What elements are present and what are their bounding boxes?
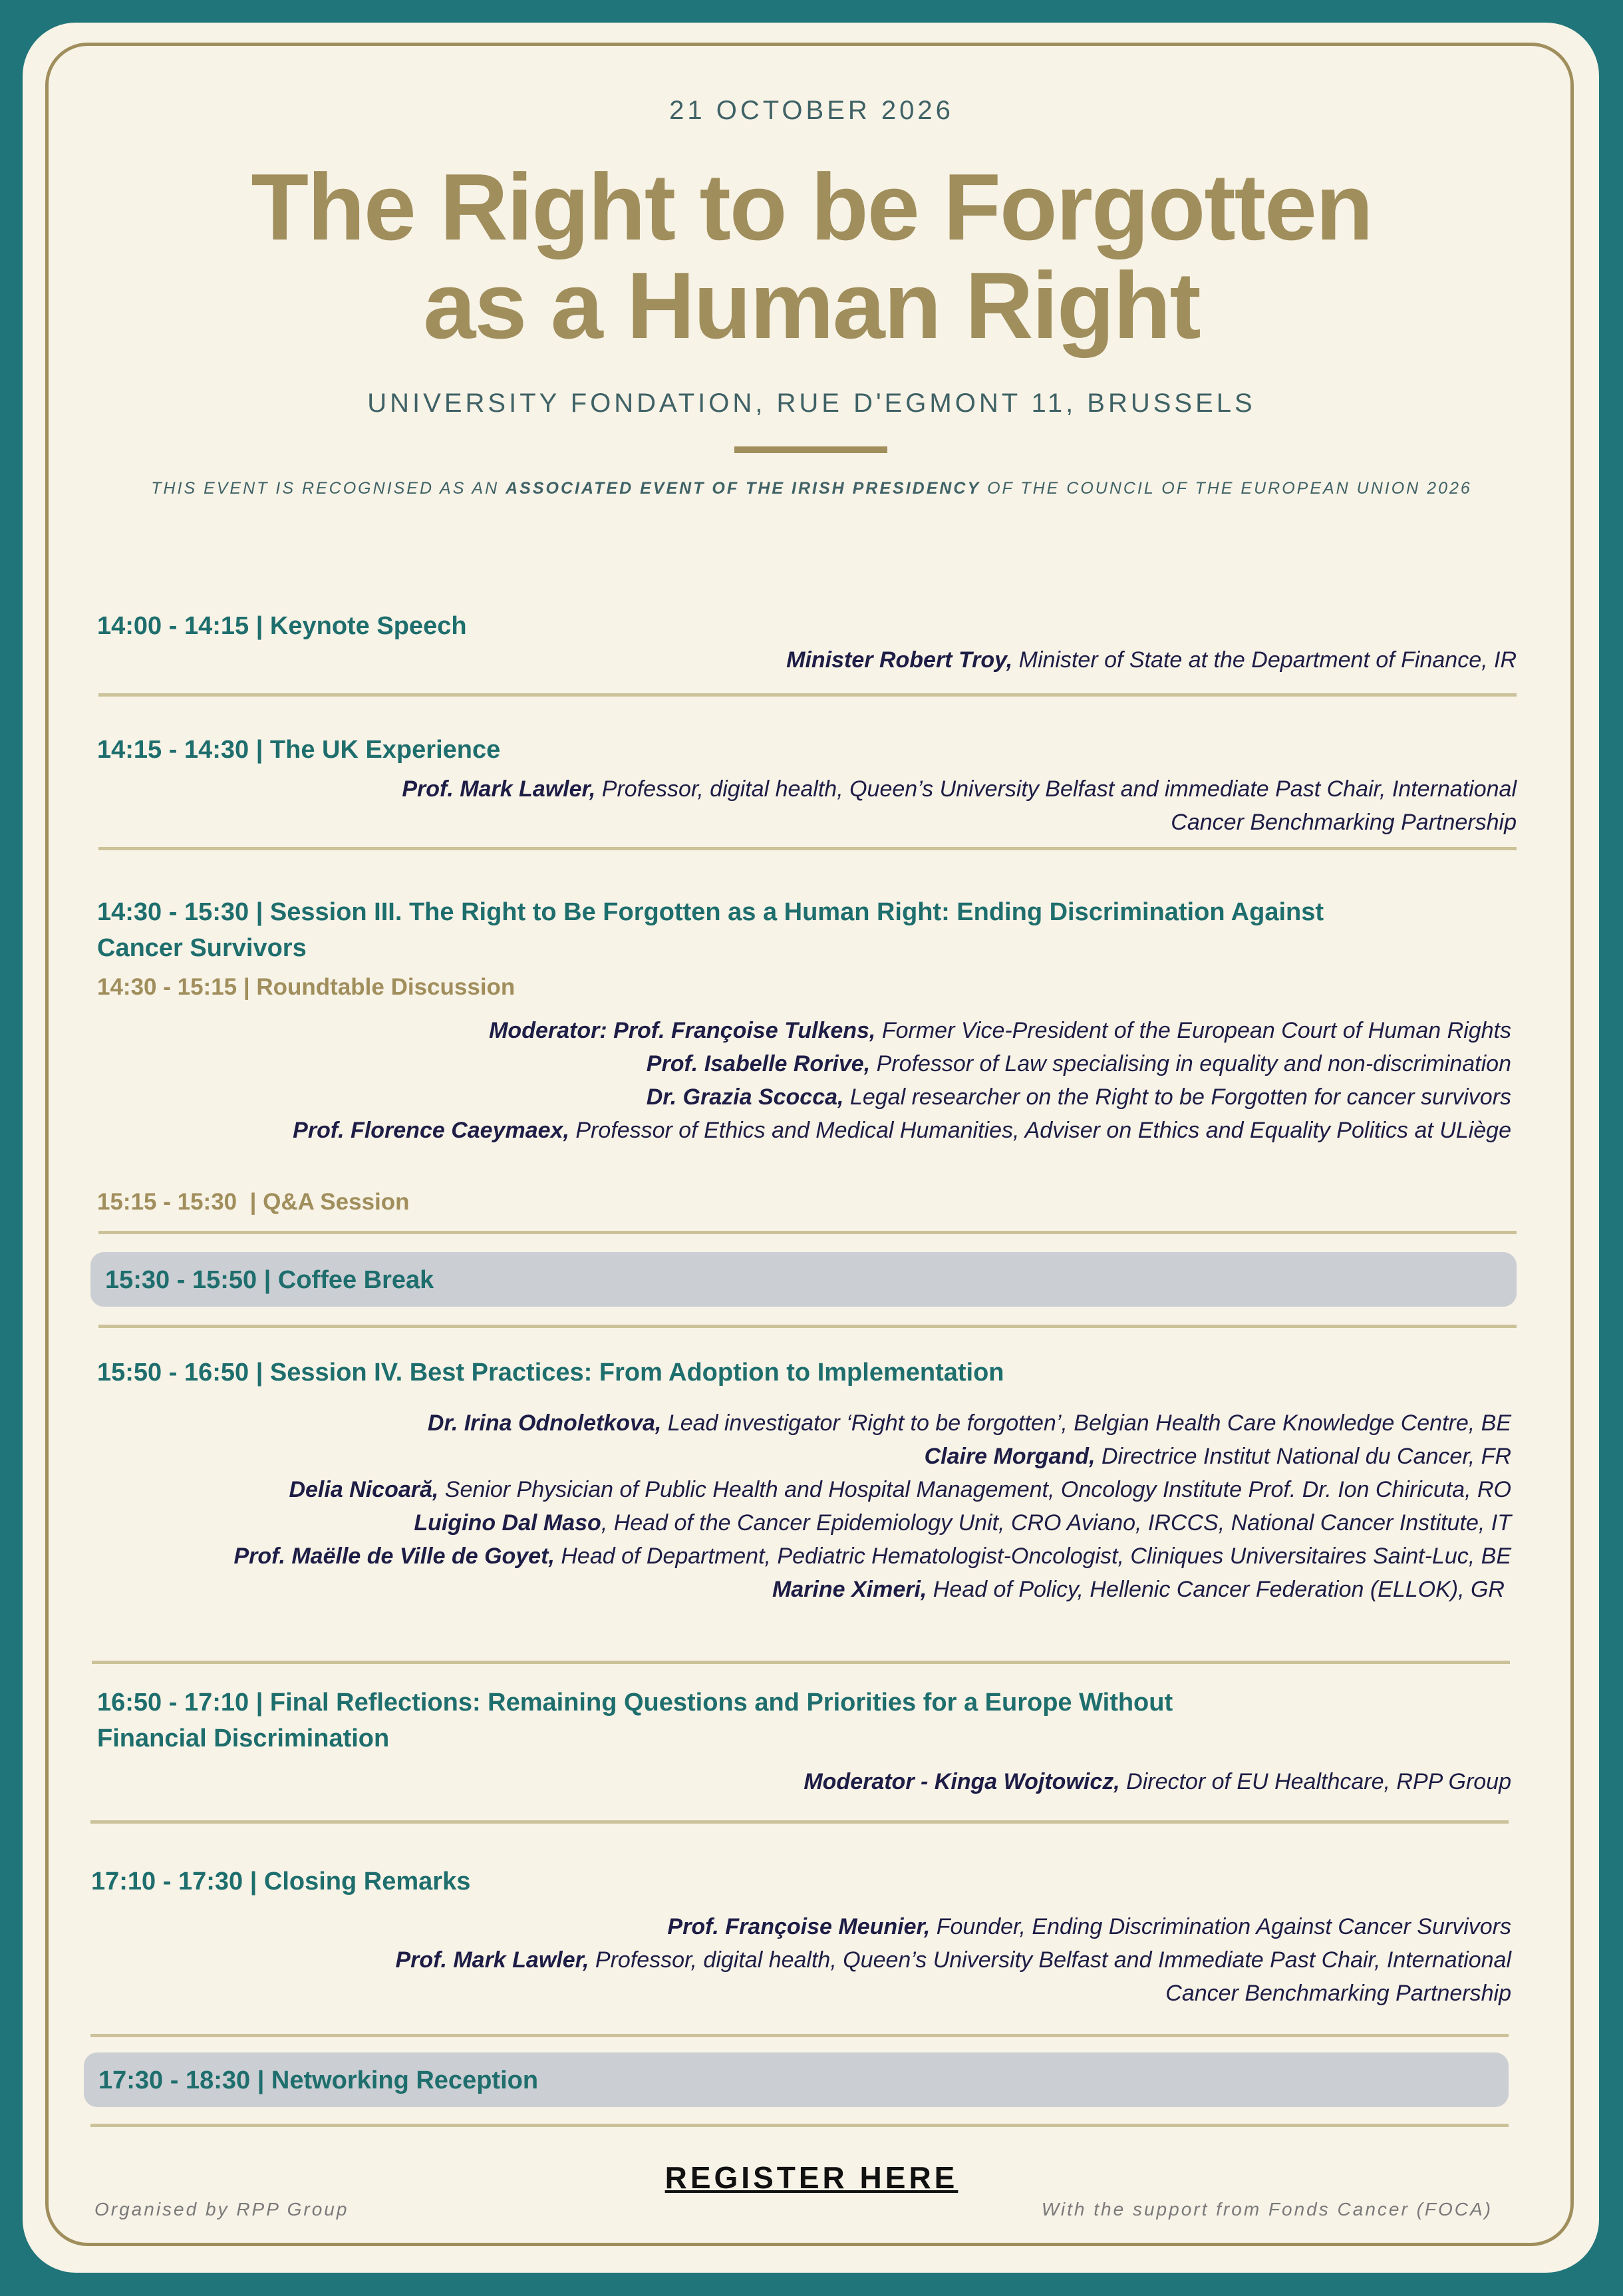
speaker-line [97, 1080, 1511, 1114]
speaker-role: Professor of Ethics and Medical Humanities, Adviser on Ethics and Equality Politics at ULiège [569, 1118, 1511, 1143]
event-venue: UNIVERSITY FONDATION, RUE D'EGMONT 11, BRUSSELS [367, 389, 1256, 418]
speaker-line [97, 1506, 1511, 1540]
speaker-name: Claire Morgand, [924, 1444, 1096, 1469]
speaker-role: Head of Department, Pediatric Hematologist-Oncologist, Cliniques Universitaires Saint-Luc, BE [554, 1544, 1511, 1569]
presidency-note-bold: ASSOCIATED EVENT OF THE IRISH PRESIDENCY [506, 479, 981, 498]
event-title [0, 154, 1623, 359]
speaker-name: Luigino Dal Maso [414, 1510, 601, 1536]
final-title-line-1: 16:50 - 17:10 | Final Reflections: Remaining Questions and Priorities for a Europe Without [97, 1689, 1173, 1717]
section-divider [98, 1325, 1517, 1328]
section-divider [98, 693, 1517, 697]
title-line-1: The Right to be Forgotten [251, 154, 1372, 260]
session3-slot [97, 894, 1324, 966]
speaker-role-cont: Cancer Benchmarking Partnership [1171, 810, 1517, 835]
speaker-role: Founder, Ending Discrimination Against Cancer Survivors [930, 1914, 1511, 1939]
speaker-role: Former Vice-President of the European Court of Human Rights [875, 1018, 1511, 1043]
speaker-role: Head of Policy, Hellenic Cancer Federation (ELLOK), GR [927, 1577, 1505, 1602]
speaker-name: Moderator: Prof. Françoise Tulkens, [489, 1018, 876, 1043]
speaker-role: Professor, digital health, Queen’s University Belfast and immediate Past Chair, International [595, 776, 1517, 802]
register-link[interactable]: REGISTER HERE [664, 2160, 959, 2195]
speaker-line [97, 1014, 1511, 1047]
closing-speakers [97, 1910, 1511, 2010]
section-divider [98, 1231, 1517, 1234]
speaker-line [97, 1473, 1511, 1506]
uk-speaker [97, 772, 1517, 839]
speaker-name: Moderator - Kinga Wojtowicz, [804, 1769, 1120, 1794]
speaker-name: Prof. Florence Caeymaex, [293, 1118, 569, 1143]
speaker-name: Prof. Françoise Meunier, [667, 1914, 931, 1939]
speaker-name: Minister Robert Troy, [786, 647, 1013, 673]
speaker-role: , Head of the Cancer Epidemiology Unit, CRO Aviano, IRCCS, National Cancer Institute, IT [601, 1510, 1511, 1536]
event-date: 21 OCTOBER 2026 [669, 96, 954, 125]
speaker-role: Senior Physician of Public Health and Hospital Management, Oncology Institute Prof. Dr. Ion Chiricuta, RO [438, 1477, 1511, 1502]
support-note: With the support from Fonds Cancer (FOCA) [1041, 2199, 1493, 2219]
section-divider [90, 2034, 1509, 2037]
uk-slot: 14:15 - 14:30 | The UK Experience [97, 736, 501, 764]
presidency-note-pre: THIS EVENT IS RECOGNISED AS AN [151, 479, 506, 498]
section-divider [90, 2124, 1509, 2127]
speaker-role: Lead investigator ‘Right to be forgotten’, Belgian Health Care Knowledge Centre, BE [661, 1410, 1511, 1436]
speaker-role: Minister of State at the Department of Finance, IR [1012, 647, 1517, 673]
qa-subslot: 15:15 - 15:30 | Q&A Session [97, 1189, 410, 1215]
section-divider [90, 1820, 1509, 1824]
session3-title-line-2: Cancer Survivors [97, 934, 307, 962]
speaker-role: Directrice Institut National du Cancer, FR [1095, 1444, 1511, 1469]
organiser-note: Organised by RPP Group [94, 2199, 349, 2219]
speaker-name: Prof. Isabelle Rorive, [646, 1051, 871, 1076]
speaker-line [97, 1440, 1511, 1473]
speaker-role: Professor of Law specialising in equality and non-discrimination [870, 1051, 1511, 1076]
speaker-name: Marine Ximeri, [772, 1577, 927, 1602]
presidency-note [0, 479, 1623, 498]
section-divider [92, 1661, 1510, 1664]
speaker-name: Prof. Mark Lawler, [402, 776, 596, 802]
keynote-slot: 14:00 - 14:15 | Keynote Speech [97, 612, 467, 640]
final-moderator [97, 1765, 1511, 1798]
speaker-name: Delia Nicoară, [289, 1477, 439, 1502]
closing-slot: 17:10 - 17:30 | Closing Remarks [91, 1868, 471, 1895]
speaker-line [97, 1573, 1511, 1606]
speaker-name: Dr. Irina Odnoletkova, [427, 1410, 662, 1436]
session3-title-line-1: 14:30 - 15:30 | Session III. The Right to Be Forgotten as a Human Right: Ending Discrimination Against [97, 898, 1324, 926]
speaker-role: Legal researcher on the Right to be Forgotten for cancer survivors [843, 1084, 1511, 1110]
speaker-line [97, 1910, 1511, 1943]
reception-slot: 17:30 - 18:30 | Networking Reception [98, 2066, 539, 2094]
presidency-note-post: OF THE COUNCIL OF THE EUROPEAN UNION 2026 [980, 479, 1472, 498]
speaker-name: Dr. Grazia Scocca, [646, 1084, 844, 1110]
keynote-speaker [97, 643, 1517, 677]
speaker-line [97, 1943, 1511, 1977]
speaker-line [97, 1114, 1511, 1147]
speaker-role: Professor, digital health, Queen’s University Belfast and Immediate Past Chair, International [589, 1947, 1511, 1973]
session3-speakers [97, 1014, 1511, 1147]
title-divider [734, 446, 887, 453]
speaker-line [97, 1540, 1511, 1573]
final-title-line-2: Financial Discrimination [97, 1724, 390, 1752]
title-line-2: as a Human Right [423, 253, 1200, 359]
speaker-role-cont: Cancer Benchmarking Partnership [1165, 1981, 1511, 2006]
roundtable-subslot: 14:30 - 15:15 | Roundtable Discussion [97, 974, 516, 1000]
speaker-name: Prof. Mark Lawler, [395, 1947, 589, 1973]
section-divider [98, 847, 1517, 850]
coffee-break-slot: 15:30 - 15:50 | Coffee Break [105, 1266, 434, 1294]
session4-speakers [97, 1406, 1511, 1606]
final-reflections-slot [97, 1685, 1173, 1756]
speaker-line [97, 1406, 1511, 1440]
speaker-role: Director of EU Healthcare, RPP Group [1119, 1769, 1511, 1794]
session4-slot: 15:50 - 16:50 | Session IV. Best Practices: From Adoption to Implementation [97, 1359, 1004, 1387]
speaker-line [97, 1047, 1511, 1080]
speaker-name: Prof. Maëlle de Ville de Goyet, [233, 1544, 555, 1569]
